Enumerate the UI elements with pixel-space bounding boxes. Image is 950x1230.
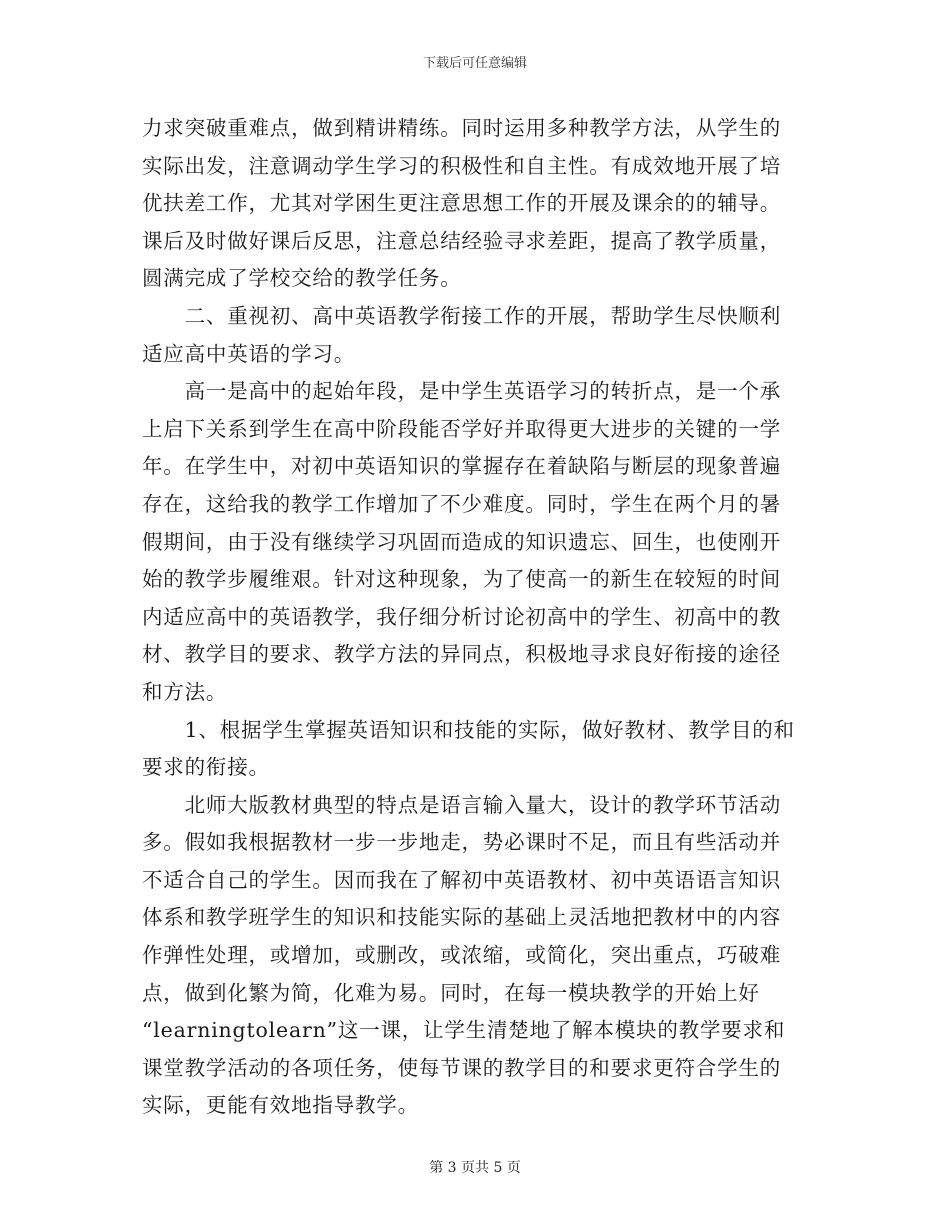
text-line: 体系和教学班学生的知识和技能实际的基础上灵活地把教材中的内容 [142,905,781,930]
text-line: 上启下关系到学生在高中阶段能否学好并取得更大进步的关键的一学 [142,416,781,441]
text-line: 多。假如我根据教材一步一步地走，势必课时不足，而且有些活动并 [142,830,781,855]
text-line: 作弹性处理，或增加，或删改，或浓缩，或简化，突出重点，巧破难 [142,943,781,968]
text-line: 点，做到化繁为简，化难为易。同时，在每一模块教学的开始上好 [142,980,760,1005]
text-line: 二、重视初、高中英语教学衔接工作的开展，帮助学生尽快顺利 [142,303,781,328]
text-line: 课后及时做好课后反思，注意总结经验寻求差距，提高了教学质量， [142,228,781,253]
text-line: 不适合自己的学生。因而我在了解初中英语教材、初中英语语言知识 [142,867,781,892]
text-line: 适应高中英语的学习。 [142,341,355,366]
text-line: 材、教学目的要求、教学方法的异同点，积极地寻求良好衔接的途径 [142,642,781,667]
text-line: 始的教学步履维艰。针对这种现象，为了使高一的新生在较短的时间 [142,567,781,592]
text-line: 力求突破重难点，做到精讲精练。同时运用多种教学方法，从学生的 [142,116,781,140]
text-line: 圆满完成了学校交给的教学任务。 [142,266,462,291]
text-line: 实际，更能有效地指导教学。 [142,1093,419,1118]
page-header-note: 下载后可任意编辑 [422,56,527,71]
document-body [142,110,822,1125]
text-line: 要求的衔接。 [142,755,270,780]
text-line: 存在，这给我的教学工作增加了不少难度。同时，学生在两个月的暑 [142,491,781,516]
page-number: 第 3 页共 5 页 [429,1160,521,1176]
text-line: 高一是高中的起始年段，是中学生英语学习的转折点，是一个承 [142,379,781,404]
text-line: 北师大版教材典型的特点是语言输入量大，设计的教学环节活动 [142,792,781,817]
text-line: 和方法。 [142,679,228,704]
text-line: “learningtolearn”这一课，让学生清楚地了解本模块的教学要求和 [142,1018,786,1043]
text-line: 优扶差工作，尤其对学困生更注意思想工作的开展及课余的的辅导。 [142,191,781,216]
text-line: 课堂教学活动的各项任务，使每节课的教学目的和要求更符合学生的 [142,1055,781,1080]
text-line: 假期间，由于没有继续学习巩固而造成的知识遗忘、回生，也使刚开 [142,529,781,554]
text-line: 年。在学生中，对初中英语知识的掌握存在着缺陷与断层的现象普遍 [142,454,781,479]
text-line: 1、根据学生掌握英语知识和技能的实际，做好教材、教学目的和 [142,717,795,742]
text-line: 内适应高中的英语教学，我仔细分析讨论初高中的学生、初高中的教 [142,604,781,629]
text-line: 实际出发，注意调动学生学习的积极性和自主性。有成效地开展了培 [142,153,781,178]
